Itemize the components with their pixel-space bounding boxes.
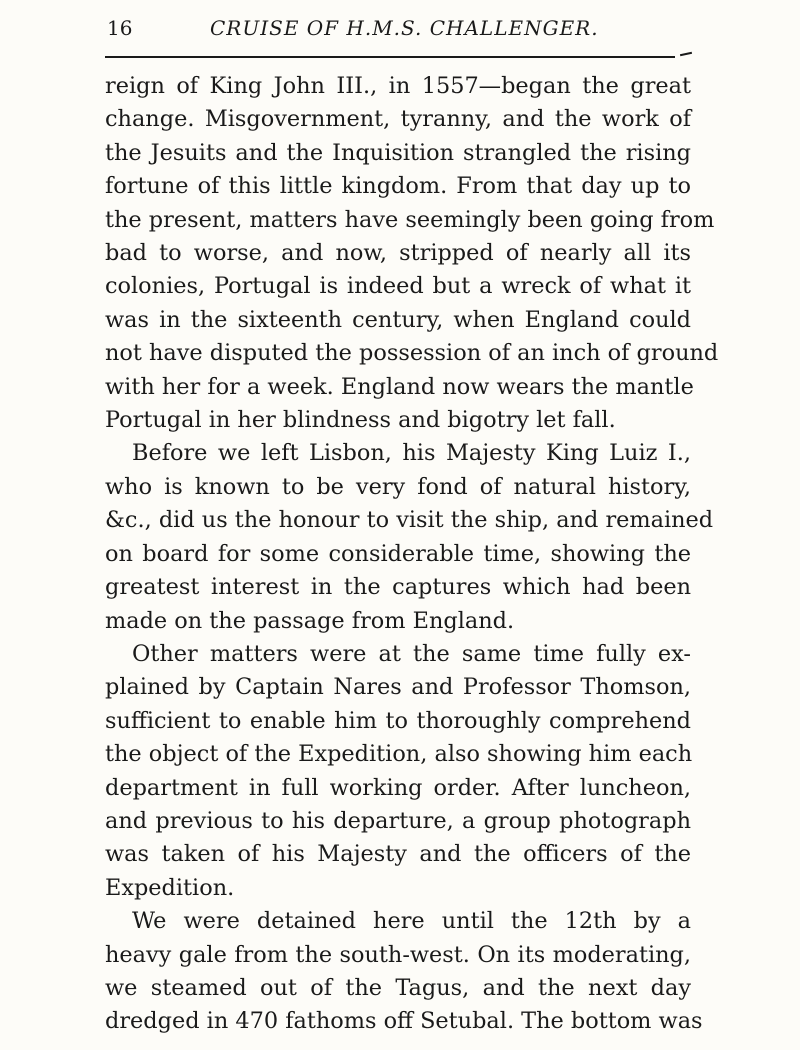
- running-title: CRUISE OF H.M.S. CHALLENGER.: [210, 16, 599, 40]
- text-line: Portugal in her blindness and bigotry let fall.: [105, 407, 616, 434]
- header-rule-tail: [680, 52, 692, 56]
- text-line: heavy gale from the south-west. On its moderating,: [105, 941, 691, 968]
- text-line: reign of King John III., in 1557—began the great: [105, 73, 691, 99]
- text-line: bad to worse, and now, stripped of nearly all its: [105, 240, 691, 267]
- paragraph-1: [105, 70, 719, 437]
- text-line: with her for a week. England now wears the mantle: [105, 373, 694, 400]
- text-line: greatest interest in the captures which had been: [105, 574, 691, 601]
- text-line: &c., did us the honour to visit the ship, and remained: [105, 507, 714, 534]
- text-line: made on the passage from England.: [105, 607, 515, 634]
- text-line: colonies, Portugal is indeed but a wreck of what it: [105, 273, 691, 300]
- text-line: was in the sixteenth century, when England could: [105, 306, 691, 333]
- text-line: we steamed out of the Tagus, and the next day: [105, 974, 691, 1001]
- text-line: the present, matters have seemingly been going from: [105, 206, 715, 233]
- text-line: department in full working order. After luncheon,: [105, 774, 691, 801]
- text-line: the Jesuits and the Inquisition strangled the rising: [105, 139, 691, 166]
- header-rule: [105, 56, 675, 58]
- text-line: fortune of this little kingdom. From that day up to: [105, 173, 691, 200]
- text-line: dredged in 470 fathoms off Setubal. The bottom was: [105, 1008, 703, 1035]
- text-line: on board for some considerable time, showing the: [105, 540, 691, 567]
- text-line: who is known to be very fond of natural history,: [105, 473, 691, 500]
- text-line: plained by Captain Nares and Professor Thomson,: [105, 674, 691, 701]
- text-line: was taken of his Majesty and the officers of the: [105, 841, 691, 868]
- page-number: 16: [107, 16, 133, 40]
- body-text: [105, 70, 719, 1039]
- text-line: Expedition.: [105, 874, 235, 901]
- text-line: Before we left Lisbon, his Majesty King Luiz I.,: [132, 440, 691, 467]
- paragraph-2: [105, 437, 714, 637]
- text-line: change. Misgovernment, tyranny, and the work of: [105, 106, 691, 133]
- text-line: Other matters were at the same time fully ex-: [132, 640, 691, 667]
- paragraph-4: [105, 905, 703, 1039]
- text-line: the object of the Expedition, also showing him each: [105, 741, 693, 768]
- text-line: and previous to his departure, a group photograph: [105, 807, 691, 834]
- text-line: We were detained here until the 12th by a: [132, 908, 691, 935]
- text-line: not have disputed the possession of an inch of ground: [105, 340, 719, 367]
- paragraph-3: [105, 638, 691, 905]
- text-line: sufficient to enable him to thoroughly comprehend: [105, 707, 691, 734]
